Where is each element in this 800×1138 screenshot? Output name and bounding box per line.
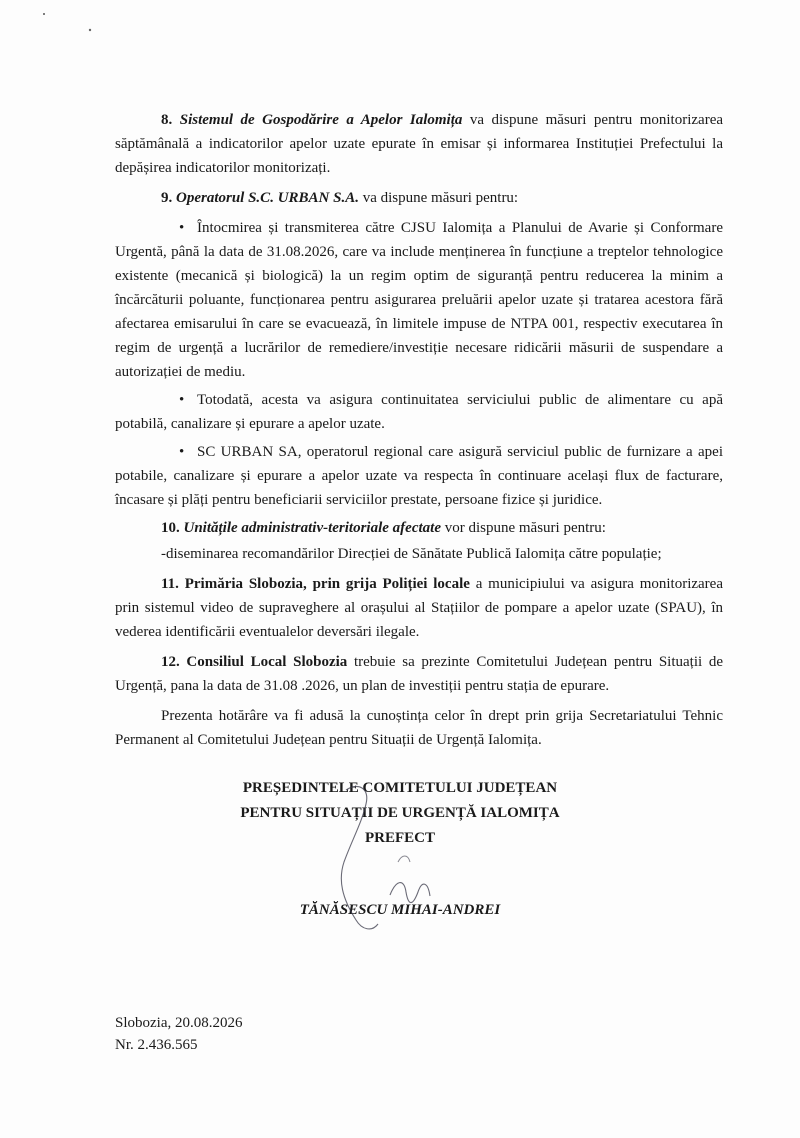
item-10-sub-text: -diseminarea recomandărilor Direcției de Sănătate Publică Ialomița către populație; [161,546,662,562]
item-11-entity: Primăria Slobozia, prin grija Poliției locale [184,576,470,592]
signatory-name: TĂNĂSESCU MIHAI-ANDREI [299,902,501,918]
document-body [115,108,723,758]
item-9-bullet-3-text: SC URBAN SA, operatorul regional care asigură serviciul public de furnizare a apei potabile, canalizare și epurare a apelor uzate va respecta în continuare același flux de facturare, încasare și plăți pentru beneficiarii serviciilor prestate, persoane fizice și juridice. [115,444,723,508]
closing-paragraph [115,704,723,752]
item-8-text: va dispune măsuri pentru monitorizarea săptămânală a indicatorilor apelor uzate epurate în emisar și informarea Instituției Prefectului la depășirea indicatorilor monitorizați. [115,112,724,176]
item-9-bullet-1-text: Întocmirea și transmiterea către CJSU Ialomița a Planului de Avarie și Conformare Urgentă, până la data de 31.08.2026, care va include menținerea în funcțiune a treptelor tehnologice existente (mecanică și biologică) la un regim optim de siguranță pentru reducerea la minim a încărcăturii poluante, funcționarea pentru asigurarea preluării apelor uzate și tratarea acestora fără afectarea emisarului în care se evacuează, în limitele impuse de NTPA 001, respectiv executarea în regim de urgență a lucrărilor de remediere/investiție necesare ridicării măsurii de suspendare a autorizației de mediu. [115,220,723,380]
item-9-number: 9. [161,190,173,206]
bullet-icon: • [179,220,185,236]
item-10-entity: Unitățile administrativ-teritoriale afectate [183,520,441,536]
item-12-number: 12. [161,654,180,670]
item-12-entity: Consiliul Local Slobozia [186,654,348,670]
closing-text: Prezenta hotărâre va fi adusă la cunoștința celor în drept prin grija Secretariatului Tehnic Permanent al Comitetului Județean pentru Situații de Urgență Ialomița. [115,708,723,748]
item-11 [115,572,723,644]
item-8-entity: Sistemul de Gospodărire a Apelor Ialomița [179,112,463,128]
document-number: Nr. 2.436.565 [115,1037,198,1053]
scan-specks [0,0,120,40]
bullet-icon: • [179,444,185,460]
item-11-number: 11. [161,576,179,592]
signature-title-line-3: PREFECT [364,830,435,846]
item-8 [115,108,723,180]
signature-title-line-1: PREȘEDINTELE COMITETULUI JUDEȚEAN [242,780,558,796]
item-12 [115,650,723,698]
item-10-number: 10. [161,520,180,536]
item-10-text: vor dispune măsuri pentru: [440,520,606,536]
item-12-text: trebuie sa prezinte Comitetului Județean pentru Situații de Urgență, pana la data de 31.08 .2026, un plan de investiții pentru stația de epurare. [115,654,723,694]
item-9-entity: Operatorul S.C. URBAN S.A. [176,190,359,206]
place-and-date: Slobozia, 20.08.2026 [115,1015,243,1031]
document-footer [115,1012,243,1056]
signature-title-line-2: PENTRU SITUAȚII DE URGENȚĂ IALOMIȚA [240,805,560,821]
bullet-icon: • [179,392,185,408]
item-9 [115,186,723,210]
item-9-bullet-2 [115,388,723,436]
item-8-number: 8. [161,112,173,128]
item-9-bullet-3 [115,440,723,512]
item-10 [115,516,723,540]
item-9-bullet-2-text: Totodată, acesta va asigura continuitatea serviciului public de alimentare cu apă potabilă, canalizare și epurare a apelor uzate. [115,392,723,432]
item-10-sub [115,542,723,566]
item-9-text: va dispune măsuri pentru: [358,190,519,206]
handwritten-signature [286,770,546,940]
item-11-text: a municipiului va asigura monitorizarea prin sistemul video de supraveghere al orașului al Stațiilor de pompare a apelor uzate (SPAU), în vederea identificării eventualelor deversări ilegale. [115,576,723,640]
item-9-bullet-1 [115,216,723,384]
